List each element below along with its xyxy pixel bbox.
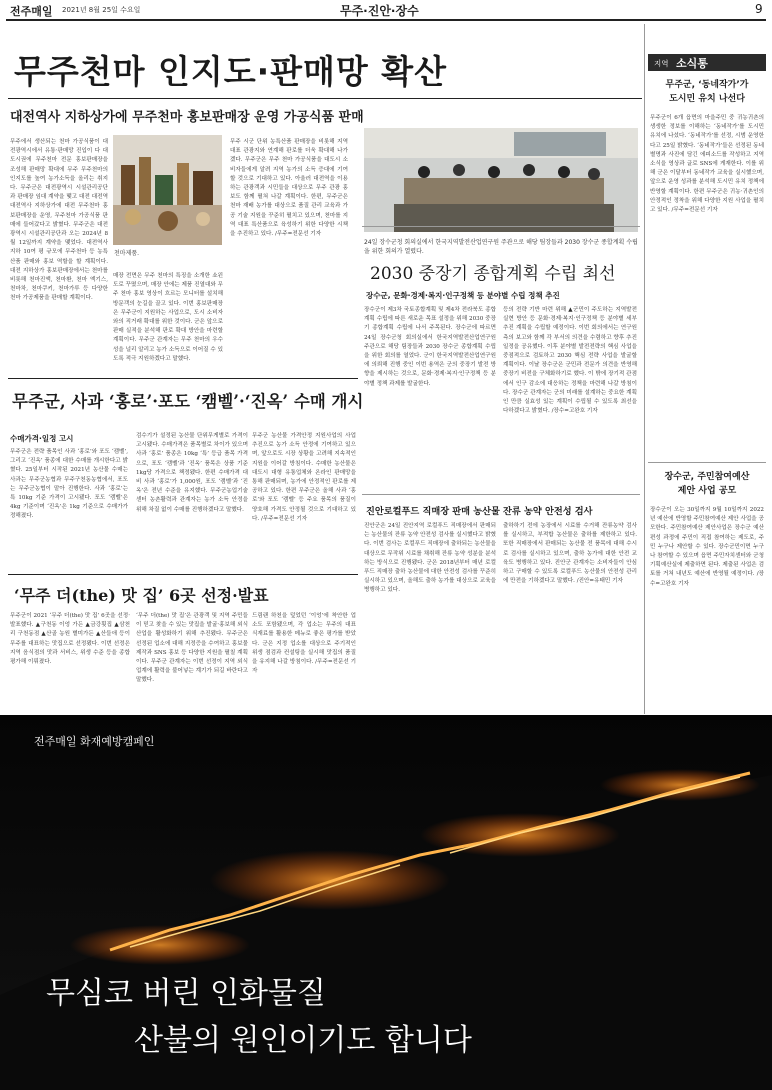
article2-col1-text: 장수군이 제3차 국토종합계획 및 제4차 전라북도 종합계획 수립에 따른 새로운 목표 설정을 위해 2030 중장기 종합계획 수립에 나서 주목된다. 장수군에 따르면 24일 장수군청 회의실에서 한국지역발전산업연구원 주관으로 해당 팀장들과 2030 장수군 종합계획 수립을 위한 회의를 열었다. 군이 한국지역발전산업연구원에 의뢰해 진행 중인 이번 용역은 군의 중장기 발전 방향을 제시하는 것으로, 문화·경제·복지·인구정책 등 분야별 정책 과제를 발굴한다.: [364, 307, 496, 387]
sidebar-item1-title-line2: 도시민 유치 나선다: [669, 94, 745, 104]
sidebar-tag-label: 지역: [654, 59, 669, 68]
sidebar-tag-title: 소식통: [676, 57, 708, 70]
sidebar-item2-title-line1: 장수군, 주민참여예산: [664, 472, 750, 482]
article3-col1-text: 무주군은 전략 품목인 사과 ‘홍로’와 포도 ‘캠벨’, 그리고 ‘진옥’ 품종에 대한 수매를 개시한다고 밝혔다. 25일부터 시작된 2021년 농산물 수매는 사과는 무주군농협과 무주구천동농협에서, 포도는 무주군농협이 맡아 진행한다. 사과 ‘홍로’는 특 10kg 기준 가격이 고시됐다. 포도 ‘캠벨’은 4kg 기준이며 ‘진옥’은 1kg 기준으로 수매가가 정해졌다.: [10, 449, 128, 520]
article2-headline: 2030 중장기 종합계획 수립 최선: [370, 264, 616, 284]
campaign-slogan-line1: 무심코 버린 인화물질: [46, 976, 326, 1011]
article2-photo-caption: 24일 장수군청 회의실에서 한국지역발전산업연구원 주관으로 해당 팀장들과 2030 장수군 종합계획 수립을 위한 회의가 열렸다.: [364, 239, 638, 255]
page-number: 9: [755, 2, 763, 16]
sidebar-item1-title-line1: 무주군, ‘동네작가’가: [665, 80, 749, 90]
article1-col1: [10, 138, 108, 366]
article5-col3-text: 드림랜 하천을 덮었던 ‘이엉’에 착안한 업소도 포함됐으며, 각 업소는 무주의 대표 식재료를 활용한 메뉴로 좋은 평가를 받았다. 군은 지정 업소를 대상으로 주기적인 위생 점검과 컨설팅을 실시해 맛집의 품질을 유지해 나갈 방침이다. /무주=전문선 기자: [252, 613, 356, 675]
article1-headline: 무주천마 인지도·판매망 확산: [14, 52, 448, 91]
article5-col1: [10, 612, 130, 708]
article4-headline: 진안로컬푸드 직매장 판매 농산물 잔류 농약 안전성 검사: [366, 506, 593, 517]
article3-col3-text: 무주군 농산물 가격안정 지원사업의 사업 추진으로 농가 소득 안정에 기여하고 있으며, 앞으로도 시장 상황을 고려해 지속적인 지원을 이어갈 방침이다. 수매한 농산물은 대도시 대형 유통업체와 온라인 판매망을 통해 판매되며, 농가에 안정적인 판로를 제공하고 있다. 한편 무주군은 올해 사과 ‘홍로’와 포도 ‘캠벨’ 등 주요 품목의 품질이 양호해 가격도 안정될 것으로 기대하고 있다. /무주=전문선 기자: [252, 433, 356, 522]
article3-col2-text: 검수기가 설정된 농산물 단위무게별로 가격이 고시됐다. 수매가격은 품목별로 차이가 있으며 사과 ‘홍로’ 품종은 10kg ‘특’ 등급 품목 가격으로, 포도 ‘캠벨’과 ‘진옥’ 품목은 상품 기준 1kg당 가격으로 책정됐다. 한편 수매가격 대비 사과 ‘홍로’가 1,000원, 포도 ‘캠벨’과 ‘진옥’은 전년 수준을 유지했다. 무주군농업기술센터 농촌활력과 관계자는 농가 소득 안정을 위해 차질 없이 수매를 진행하겠다고 말했다.: [136, 433, 248, 513]
article1-col3: [230, 138, 348, 374]
article5-col3: [252, 612, 356, 710]
sidebar-item2-text: 장수군이 오는 30일까지 9월 10일까지 2022년 예산에 반영할 주민참여예산 제안 사업을 공모한다. 주민참여예산 제안사업은 장수군 예산 편성 과정에 주민이 직접 참여하는 제도로, 주민 누구나 제안할 수 있다. 장수군민이면 누구나 참여할 수 있으며 읍면 주민자치센터와 군청 기획예산실에 제출하면 된다. 제출된 사업은 검토를 거쳐 내년도 예산에 반영될 예정이다. /장수=고완호 기자: [650, 507, 764, 587]
sidebar-divider: [644, 24, 645, 714]
campaign-label: 전주매일 화재예방캠페인: [34, 735, 155, 748]
cheonma-products-image: [113, 135, 222, 245]
article1-photo: [113, 135, 222, 245]
article1-col2: [113, 272, 223, 368]
article1-photo-caption: 천마제품.: [114, 250, 140, 257]
sidebar-item1-text: 무주군이 6개 읍면의 마을주민 중 귀농귀촌의 생생한 정보를 이해하는 ‘동네작가’를 도시민 유치에 나섰다. ‘동네작가’를 선정, 시범 운영한다고 25일 밝혔다. ‘동네작가’들은 선정된 동네 별명과 사진에 담긴 에피소드를 작성하고 지역 소식을 영상과 글로 SNS에 게재한다. 이를 위해 군은 이달부터 동네작가 교육을 실시했으며, 앞으로 운영 성과를 분석해 도시민 유치 정책에 반영할 계획이다. 한편 무주군은 귀농·귀촌인의 안정적인 정착을 위해 다양한 지원 사업을 펼치고 있다. /무주=전문선 기자: [650, 115, 764, 214]
sidebar-tag: [648, 54, 766, 71]
article2-top-rule: [362, 226, 640, 227]
article5-headline: ‘무주 더(the) 맛 집’ 6곳 선정·발표: [14, 586, 269, 605]
article2-col1: [364, 306, 496, 492]
article1-rule: [8, 98, 642, 99]
article4-top-rule: [362, 494, 640, 495]
campaign-slogan-line2: 산불의 원인이기도 합니다: [134, 1023, 472, 1058]
article4-col1: [364, 522, 496, 710]
article5-col2: [136, 612, 248, 710]
article4-col2-text: 출하하기 전에 농장에서 시료를 수거해 잔류농약 검사를 실시하고, 부적합 농산물은 출하를 제한하고 있다. 또한 직매장에서 판매되는 농산물 전 품목에 대해 수시로 검사를 실시하고 있으며, 출하 농가에 대한 안전 교육도 병행하고 있다. 진안군 관계자는 소비자들이 안심하고 구매할 수 있도록 로컬푸드 농산물의 안전성 관리에 만전을 기하겠다고 말했다. /진안=유태민 기자: [503, 523, 637, 585]
article5-col2-text: ‘무주 더(the) 맛 집’은 관광객 및 지역 주민들이 믿고 찾을 수 있는 맛집을 발굴·홍보해 외식 산업을 활성화하기 위해 추진됐다. 무주군은 선정된 업소에 대해 지정증을 수여하고 홍보물 제작과 SNS 홍보 등 다양한 지원을 펼칠 계획이다. 무주군 관계자는 이번 선정이 지역 외식업계에 활력을 불어넣는 계기가 되길 바란다고 말했다.: [136, 613, 248, 684]
article3-top-rule: [8, 378, 358, 379]
article1-col1-text: 무주에서 생산되는 천마 가공식품이 대전광역시에서 유통·판매망 진입이 다 대도시권에 무주천마 전문 홍보판매장을 조성해 판매망 확대에 무주 무주천마의 인지도를 높여 농가소득을 올리는 취지다. 무주군은 대전광역시 시설관리공단과 판매장 임대 계약을 맺고 대전 대전역 대전역사 지하상가에 대전 무주천마 홍보판매장을 운영, 무주천마 가공식품 판매에 들어갔다고 밝혔다. 무주군은 대전광역시 시설관리공단과 오는 2024년 8월 12일까지 계약을 맺었다. 대전역사 지하 10여 평 규모에 무주천마 등 농특산품 판매와 홍보 역할을 할 계획이다. 대전 지하상가 홍보판매장에서는 천마를 비롯해 천마진액, 천마환, 천마 엑기스, 천마차, 천마쿠키, 천마가루 등 다양한 천마 가공제품을 판매할 계획이다.: [10, 139, 108, 302]
article2-subhead: 장수군, 문화·경제·복지·인구정책 등 분야별 수립 정책 추진: [366, 291, 560, 300]
article3-headline: 무주군, 사과 ‘홍로’·포도 ‘캠벨’·‘진옥’ 수매 개시: [12, 392, 364, 411]
sidebar-item-divider: [648, 462, 766, 463]
masthead-date: 2021년 8월 25일 수요일: [62, 6, 141, 14]
article2-col2-text: 등의 전략 기반 마련 위해 ▲군민이 주도하는 지역발전 실현 방안 등 문화·경제·복지·인구정책 등 분야별 세부 추진 계획을 수립할 예정이다. 이번 회의에서는 연구원 측의 보고와 함께 각 부서의 의견을 수렴하고 향후 추진 일정을 공유했다. 이후 분야별 발전전략의 핵심 사업을 중점적으로 검토하고 2030 핵심 전략 사업을 발굴할 계획이다. 이날 장수군은 군민과 전문가 의견을 반영해 중장기 비전을 구체화하기로 했다. 이 밖에 장기적 관점에서 인구 감소에 대응하는 정책을 마련해 나갈 방침이다. 장수군 관계자는 군의 미래를 설계하는 중요한 계획인 만큼 실효성 있는 계획이 수립될 수 있도록 최선을 다하겠다고 밝혔다. /장수=고완호 기자: [503, 307, 637, 415]
meeting-room-image: [364, 128, 638, 232]
article1-col2-text: 매장 전면은 무주 천마의 특징을 소개한 쇼윈도로 꾸몄으며, 매장 안에는 제품 진열대와 무주 천마 홍보 영상이 흐르는 모니터를 설치해 방문객의 눈길을 끌고 있다. 이번 홍보판매장은 무주군이 지원하는 사업으로, 도시 소비자와의 직거래 확대를 위한 것이다. 군은 앞으로 판매 실적을 분석해 판로 확대 방안을 마련할 계획이다. 무주군 관계자는 무주 천마의 우수성을 널리 알리고 농가 소득으로 이어질 수 있도록 적극 지원하겠다고 말했다.: [113, 273, 223, 362]
article3-subhead: 수매가격·일정 고시: [10, 434, 74, 443]
article3-col3: [252, 432, 356, 568]
article4-col1-text: 진안군은 24일 진안지역 로컬푸드 직매장에서 판매되는 농산물의 잔류 농약 안전성 검사를 실시했다고 밝혔다. 이번 검사는 로컬푸드 직매장에 출하되는 농산물을 대상으로 무작위 시료를 채취해 잔류 농약 성분을 분석하는 방식으로 진행됐다. 군은 2018년부터 매년 로컬푸드 직매장 출하 농산물에 대한 안전성 검사를 꾸준히 실시하고 있으며, 올해도 출하 농가를 대상으로 교육을 병행하고 있다.: [364, 523, 496, 594]
sidebar-item2-body: [650, 506, 764, 710]
article3-col2: [136, 432, 248, 568]
section-title: 무주·진안·장수: [340, 4, 419, 18]
header-rule: [6, 19, 766, 21]
sidebar-item1-body: [650, 114, 764, 458]
article2-photo: [364, 128, 638, 232]
article5-top-rule: [8, 574, 358, 575]
article1-subhead: 대전역사 지하상가에 무주천마 홍보판매장 운영 가공식품 판매: [10, 110, 364, 125]
article1-col3-text: 무주 시군 단위 농특산품 판매장을 비롯해 지역 대표 관광지와 연계해 판로를 더욱 확대해 나가겠다. 무주군은 무주 천마 가공식품을 대도시 소비자들에게 알려 지역 농가의 소득 증대에 기여할 것으로 기대하고 있다. 아울러 대전역을 이용하는 관광객과 시민들을 대상으로 무주 관광 홍보도 함께 펼쳐 나갈 계획이다. 한편, 무주군은 천마 재배 농가를 대상으로 품질 관리 교육과 가공 기술 지원을 꾸준히 펼치고 있으며, 천마를 지역 대표 특산품으로 육성하기 위한 다양한 시책을 추진하고 있다. /무주=전문선 기자: [230, 139, 348, 238]
article3-col1: [10, 448, 128, 568]
sidebar-item1-title: [648, 78, 766, 106]
article2-col2: [503, 306, 637, 492]
masthead-paper-name: 전주매일: [10, 5, 53, 18]
sidebar-item2-title-line2: 제안 사업 공모: [677, 486, 737, 496]
article5-col1-text: 무주군이 2021 ‘무주 더(the) 맛 집’ 6곳을 선정·발표했다. ▲구천동 이엉 가든 ▲금강횟집 ▲삼천리 구천동점 ▲산골 농원 별미가든 ▲산들애 등이 무주를 대표하는 맛집으로 선정됐다. 이번 선정은 지역 음식점의 맛과 서비스, 위생 수준 등을 종합 평가해 이뤄졌다.: [10, 613, 130, 666]
article4-col2: [503, 522, 637, 710]
sidebar-item2-title: [648, 470, 766, 498]
